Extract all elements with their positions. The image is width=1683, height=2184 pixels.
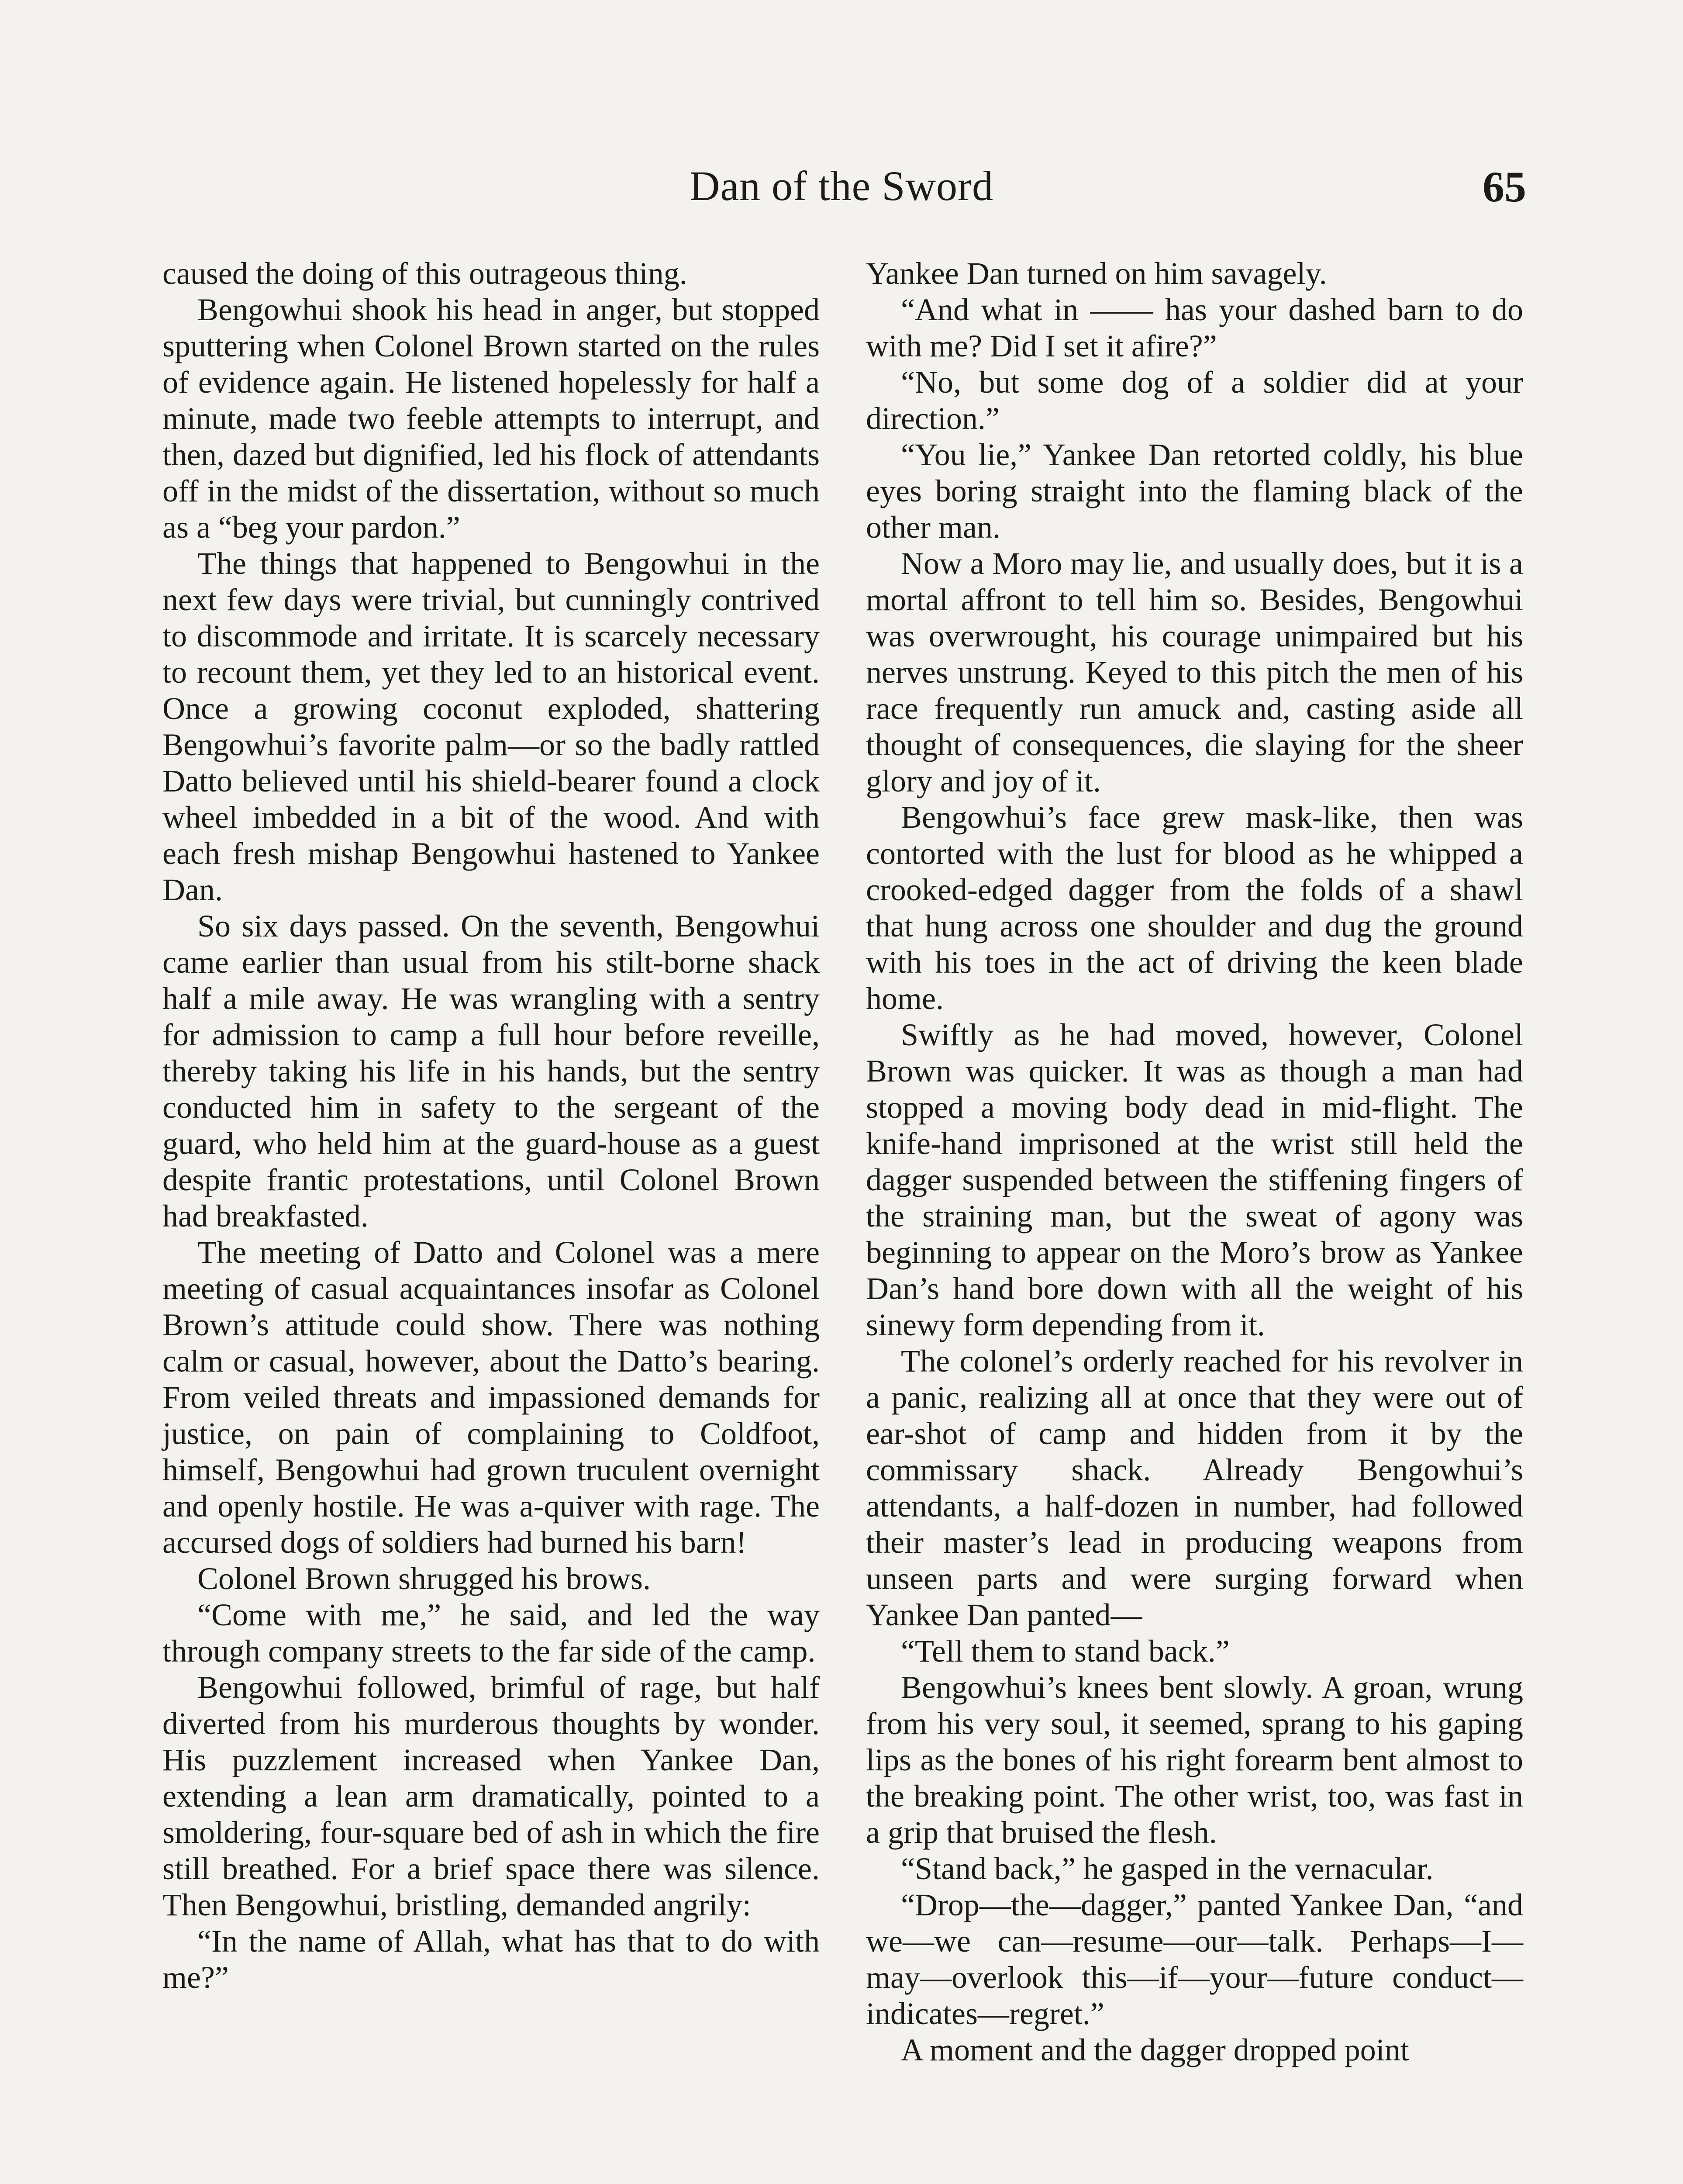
paragraph: “Drop—the—dagger,” panted Yankee Dan, “and we—we can—resume—our—talk. Perhaps—I—may—overlook this—if—your—future conduct—indicates—regret.” — [866, 1887, 1523, 2031]
page-number: 65 — [1483, 162, 1526, 211]
paragraph: caused the doing of this outrageous thing. — [162, 256, 687, 291]
paragraph: “And what in —— has your dashed barn to do with me? Did I set it afire?” — [866, 292, 1523, 363]
paragraph: Colonel Brown shrugged his brows. — [197, 1561, 651, 1596]
paragraph: “In the name of Allah, what has that to do with me?” — [162, 1924, 820, 1995]
paragraph: Bengowhui followed, brimful of rage, but half diverted from his murderous thoughts by wonder. His puzzlement increased when Yankee Dan, extending a lean arm dramatically, pointed to a smoldering, four-square bed of ash in which the fire still breathed. For a brief space there was silence. Then Bengowhui, bristling, demanded angrily: — [162, 1670, 820, 1922]
right-column — [866, 256, 1523, 2068]
paragraph: Bengowhui’s knees bent slowly. A groan, wrung from his very soul, it seemed, sprang to his gaping lips as the bones of his right forearm bent almost to the breaking point. The other wrist, too, was fast in a grip that bruised the flesh. — [866, 1670, 1523, 1850]
paragraph: “Tell them to stand back.” — [901, 1634, 1230, 1669]
paragraph: Swiftly as he had moved, however, Colonel Brown was quicker. It was as though a man had stopped a moving body dead in mid-flight. The knife-hand imprisoned at the wrist still held the dagger suspended between the stiffening fingers of the straining man, but the sweat of agony was beginning to appear on the Moro’s brow as Yankee Dan’s hand bore down with all the weight of his sinewy form depending from it. — [866, 1017, 1523, 1342]
left-column — [162, 256, 820, 1996]
paragraph: The things that happened to Bengowhui in the next few days were trivial, but cunningly contrived to discommode and irritate. It is scarcely necessary to recount them, yet they led to an historical event. Once a growing coconut exploded, shattering Bengowhui’s favorite palm—or so the badly rattled Datto believed until his shield-bearer found a clock wheel imbedded in a bit of the wood. And with each fresh mishap Bengowhui hastened to Yankee Dan. — [162, 546, 820, 907]
paragraph: The meeting of Datto and Colonel was a mere meeting of casual acquaintances insofar as Colonel Brown’s attitude could show. There was nothing calm or casual, however, about the Datto’s bearing. From veiled threats and impassioned demands for justice, on pain of complaining to Coldfoot, himself, Bengowhui had grown truculent overnight and openly hostile. He was a-quiver with rage. The accursed dogs of soldiers had burned his barn! — [162, 1235, 820, 1560]
paragraph: The colonel’s orderly reached for his revolver in a panic, realizing all at once that they were out of ear-shot of camp and hidden from it by the commissary shack. Already Bengowhui’s attendants, a half-dozen in number, had followed their master’s lead in producing weapons from unseen parts and were surging forward when Yankee Dan panted— — [866, 1344, 1523, 1632]
running-title: Dan of the Sword — [690, 162, 993, 209]
paragraph: Now a Moro may lie, and usually does, but it is a mortal affront to tell him so. Besides, Bengowhui was overwrought, his courage unimpaired but his nerves unstrung. Keyed to this pitch the men of his race frequently run amuck and, casting aside all thought of consequences, die slaying for the sheer glory and joy of it. — [866, 546, 1523, 798]
paragraph: “Come with me,” he said, and led the way through company streets to the far side of the camp. — [162, 1597, 820, 1669]
paragraph: “No, but some dog of a soldier did at your direction.” — [866, 365, 1523, 436]
paragraph: Yankee Dan turned on him savagely. — [866, 256, 1327, 291]
paragraph: So six days passed. On the seventh, Bengowhui came earlier than usual from his stilt-borne shack half a mile away. He was wrangling with a sentry for admission to camp a full hour before reveille, thereby taking his life in his hands, but the sentry conducted him in safety to the sergeant of the guard, who held him at the guard-house as a guest despite frantic protestations, until Colonel Brown had breakfasted. — [162, 909, 820, 1234]
paragraph: “You lie,” Yankee Dan retorted coldly, his blue eyes boring straight into the flaming black of the other man. — [866, 437, 1523, 545]
paragraph: “Stand back,” he gasped in the vernacular. — [901, 1851, 1434, 1886]
paragraph: Bengowhui’s face grew mask-like, then was contorted with the lust for blood as he whipped a crooked-edged dagger from the folds of a shawl that hung across one shoulder and dug the ground with his toes in the act of driving the keen blade home. — [866, 800, 1523, 1016]
paragraph: A moment and the dagger dropped point — [901, 2032, 1409, 2067]
paragraph: Bengowhui shook his head in anger, but stopped sputtering when Colonel Brown started on the rules of evidence again. He listened hopelessly for half a minute, made two feeble attempts to interrupt, and then, dazed but dignified, led his flock of attendants off in the midst of the dissertation, without so much as a “beg your pardon.” — [162, 292, 820, 545]
